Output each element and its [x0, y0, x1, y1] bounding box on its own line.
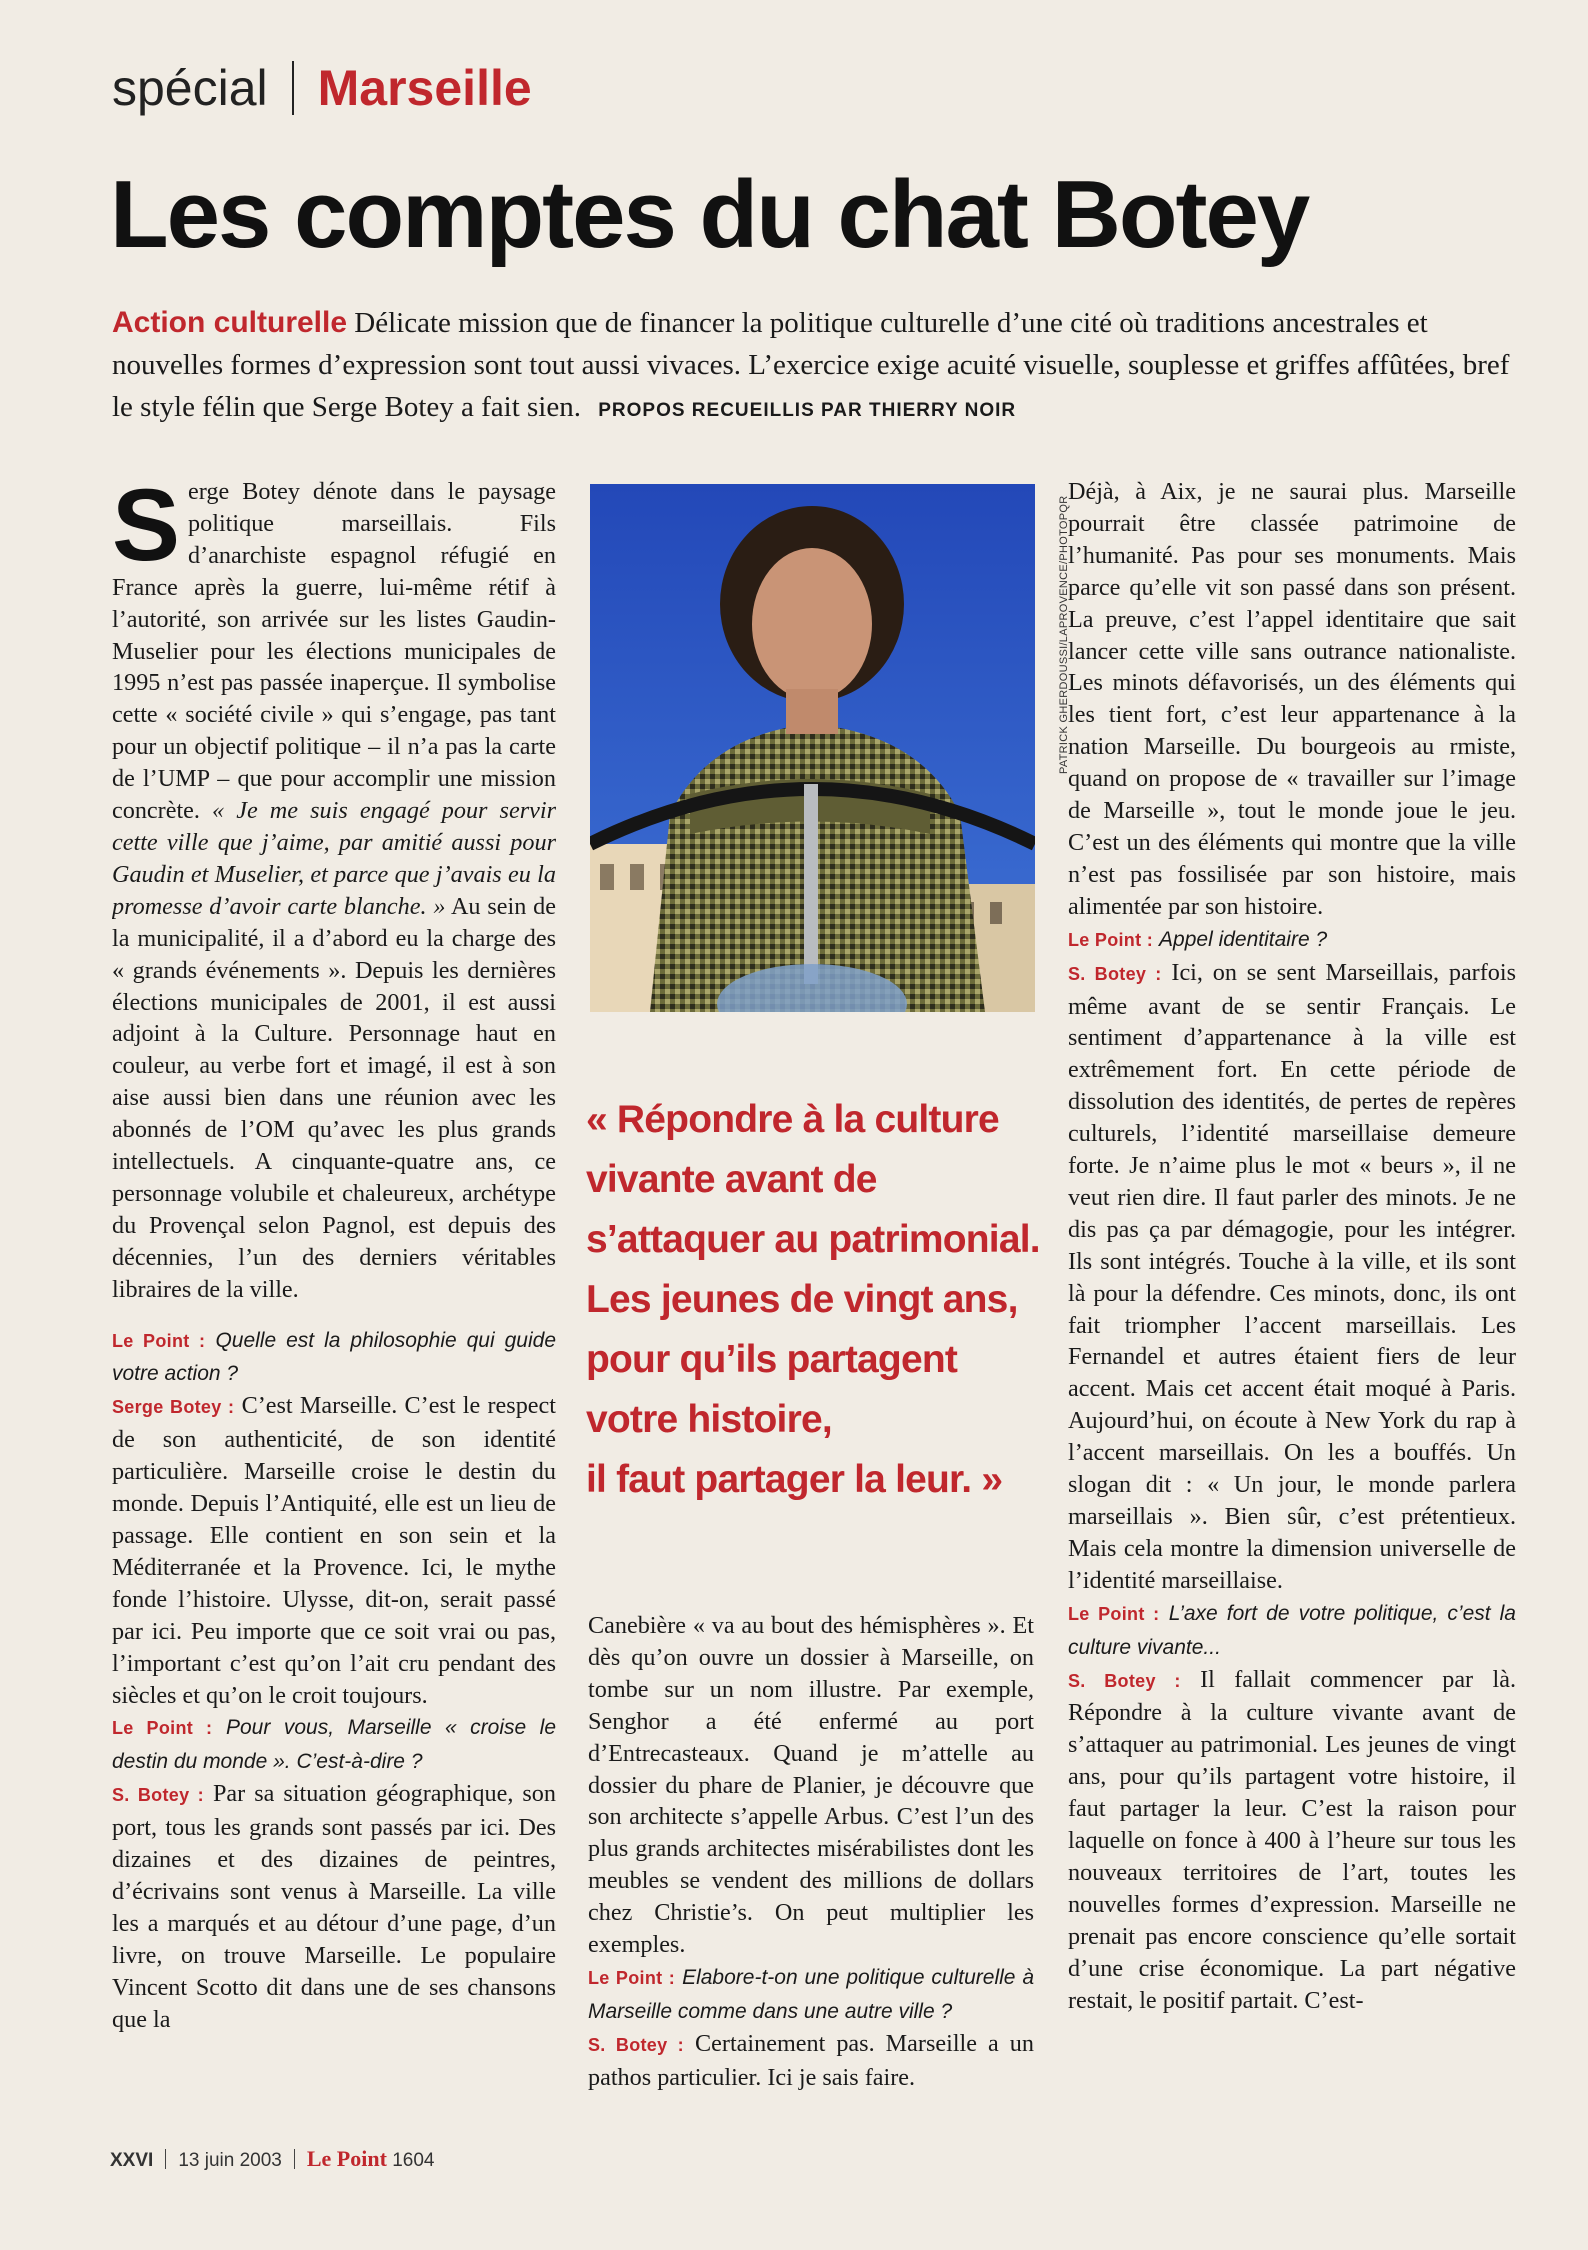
article-headline: Les comptes du chat Botey	[110, 161, 1309, 268]
pull-quote-line: s’attaquer au patrimonial.	[586, 1218, 1040, 1261]
footer-divider	[294, 2149, 295, 2169]
pull-quote-line: « Répondre à la culture	[586, 1098, 999, 1141]
speaker-le-point: Le Point :	[588, 1967, 676, 1988]
standfirst-kicker: Action culturelle	[112, 306, 348, 339]
speaker-botey: S. Botey :	[588, 2034, 684, 2055]
answer-4	[1068, 957, 1516, 1597]
question-4	[1068, 923, 1516, 957]
standfirst-text: Délicate mission que de financer la politique culturelle d’une cité où traditions ancestrales et nouvelles formes d’expression sont tout aussi vivaces. L’exercice exige acuité visuelle, souplesse et griffes affûtées, bref le style félin que Serge Botey a fait sien.	[112, 307, 1510, 423]
rubric-divider	[292, 61, 294, 115]
answer-2-continued: Canebière « va au bout des hémisphères ». Et dès qu’on ouvre un dossier à Marseille, on tombe sur un nom illustre. Par exemple, Senghor a été enfermé au port d’Entrecasteaux. Quand je m’attelle au dossier du phare de Planier, je découvre que son architecte s’appelle Arbus. C’est l’un des plus grands architectes misérabilistes dont les meubles se vendent des millions de dollars chez Christie’s. On peut multiplier les exemples.	[588, 1612, 1034, 1959]
pull-quote-line: pour qu’ils partagent	[586, 1338, 958, 1381]
question-text: Quelle est la philosophie qui guide votre action ?	[112, 1328, 556, 1386]
speaker-le-point: Le Point :	[112, 1718, 213, 1739]
question-text: Elabore-t-on une politique culturelle à Marseille comme dans une autre ville ?	[588, 1965, 1034, 2023]
footer-divider	[165, 2149, 166, 2169]
drop-cap: S	[112, 476, 181, 582]
answer-text: Il fallait commencer par là. Répondre à la culture vivante avant de s’attaquer au patrimonial. Les jeunes de vingt ans, pour qu’ils partagent votre histoire, il faut partager la leur. C’est la raison pour laquelle on fonce à 400 à l’heure sur tous les nouveaux territoires de l’art, toutes les nouvelles formes d’expression. Marseille ne prenait pas encore conscience qu’elle sortait d’une crise économique. La part négative restait, le positif partait. C’est-	[1068, 1665, 1516, 2014]
pull-quote-line: Les jeunes de vingt ans,	[586, 1278, 1018, 1321]
question-text: L’axe fort de votre politique, c’est la culture vivante...	[1068, 1601, 1516, 1659]
rubric-special: spécial	[112, 60, 268, 116]
question-3	[588, 1961, 1034, 2028]
issue-number: 1604	[392, 2150, 435, 2171]
pull-quote	[586, 1090, 1056, 1510]
intro-paragraph	[112, 476, 556, 1306]
page-folio: XXVI	[110, 2150, 154, 2171]
standfirst	[112, 302, 1522, 432]
question-text: Appel identitaire ?	[1159, 927, 1328, 951]
speaker-le-point: Le Point :	[112, 1330, 206, 1351]
answer-text: Ici, on se sent Marseillais, parfois même avant de se sentir Français. Le sentiment d’appartenance à la ville est extrêmement fort. En cette période de dissolution des identités, de pertes de repères culturels, l’identité marseillaise demeure forte. Je n’aime plus le mot « beurs », il ne veut rien dire. Il faut parler des minots. Je ne dis pas ça par démagogie, pour les intégrer. Ils sont intégrés. Touche à la ville, et ils sont là pour la défendre. Ces minots, donc, ils ont fait triompher l’accent marseillais. Les Fernandel et autres étaient fiers de leur accent. Mais cet accent était moqué à Paris. Aujourd’hui, on écoute à New York du rap à l’accent marseillais. On les a bouffés. Un slogan dit : « Un jour, le monde parlera marseillais ». Bien sûr, c’est prétentieux. Mais cela montre la dimension universelle de l’identité marseillaise.	[1068, 958, 1516, 1594]
speaker-le-point: Le Point :	[1068, 1603, 1160, 1624]
column-1	[112, 476, 556, 2108]
intro-text: erge Botey dénote dans le paysage politique marseillais. Fils d’anarchiste espagnol réfugié en France après la guerre, lui-même rétif à l’autorité, son arrivée sur les listes Gaudin-Muselier pour les élections municipales de 1995 n’est pas passée inaperçue. Il symbolise cette « société civile » qui s’engage, pas tant pour un objectif politique – il n’a pas la carte de l’UMP – que pour accomplir une mission concrète.	[112, 478, 556, 825]
photo-credit	[1046, 484, 1070, 774]
question-text: Pour vous, Marseille « croise le destin du monde ». C’est-à-dire ?	[112, 1716, 556, 1774]
answer-5	[1068, 1664, 1516, 2017]
portrait-illustration	[590, 484, 1035, 1012]
answer-1	[112, 1390, 556, 1711]
question-2	[112, 1711, 556, 1778]
speaker-le-point: Le Point :	[1068, 929, 1153, 950]
answer-2	[112, 1778, 556, 2035]
issue-date: 13 juin 2003	[178, 2150, 282, 2171]
section-rubric	[112, 58, 532, 118]
answer-3-continued: Déjà, à Aix, je ne saurai plus. Marseille pourrait être classée patrimoine de l’humanité. Pas pour ses monuments. Mais parce qu’elle vit son passé dans son présent. La preuve, c’est l’appel identitaire que sait lancer cette ville sans outrance nationaliste. Les minots défavorisés, un des éléments qui les tient fort, c’est leur appartenance à la nation Marseille. Du bourgeois au rmiste, quand on propose de « travailler sur l’image de Marseille », tout le monde joue le jeu. C’est un des éléments qui montre que la ville n’est pas fossilisée par son histoire, mais alimentée par son histoire.	[1068, 478, 1516, 920]
speaker-botey: Serge Botey :	[112, 1397, 235, 1418]
column-2	[588, 1610, 1034, 2108]
intro-quote: « Je me suis engagé pour servir cette ville que j’aime, par amitié aussi pour Gaudin et Muselier, et parce que j’avais eu la promesse d’avoir carte blanche. »	[112, 797, 556, 920]
byline: PROPOS RECUEILLIS PAR THIERRY NOIR	[598, 400, 1017, 421]
pull-quote-line: vivante avant de	[586, 1158, 877, 1201]
intro-text-2: Au sein de la municipalité, il a d’abord eu la charge des « grands événements ». Depuis les dernières élections municipales de 2001, il est aussi adjoint à la Culture. Personnage haut en couleur, au verbe fort et imagé, il est à son aise aussi bien dans une réunion avec les abonnés de l’OM qu’avec les plus grands intellectuels. A cinquante-quatre ans, ce personnage volubile et chaleureux, archétype du Provençal selon Pagnol, est depuis des décennies, l’un des derniers véritables libraires de la ville.	[112, 892, 556, 1303]
pull-quote-line: il faut partager la leur. »	[586, 1458, 1003, 1501]
page-footer	[110, 2146, 434, 2172]
portrait-photo	[590, 484, 1035, 1012]
answer-3	[588, 2028, 1034, 2094]
question-1	[112, 1324, 556, 1391]
speaker-botey: S. Botey :	[112, 1785, 204, 1806]
column-3	[1068, 476, 1516, 2108]
speaker-botey: S. Botey :	[1068, 963, 1162, 984]
rubric-city: Marseille	[317, 60, 532, 116]
answer-text: Certainement pas. Marseille a un pathos particulier. Ici je sais faire.	[588, 2029, 1034, 2091]
question-5	[1068, 1597, 1516, 1664]
magazine-name: Le Point	[306, 2146, 387, 2171]
answer-text: C’est Marseille. C’est le respect de son authenticité, de son identité particulière. Marseille croise le destin du monde. Depuis l’Antiquité, elle est un lieu de passage. Elle contient en son sein et la Méditerranée et la Provence. Ici, le mythe fonde l’histoire. Ulysse, dit-on, serait passé par ici. Peu importe que ce soit vrai ou pas, l’important c’est qu’on l’ait cru pendant des siècles et qu’on le croit toujours.	[112, 1392, 556, 1709]
pull-quote-line: votre histoire,	[586, 1398, 832, 1441]
photo-credit-text: PATRICK GHERDOUSSI/LAPROVENCE/PHOTOPQR	[1058, 495, 1070, 774]
speaker-botey: S. Botey :	[1068, 1670, 1181, 1691]
answer-text: Par sa situation géographique, son port, tous les grands sont passés par ici. Des dizaines et des dizaines de peintres, d’écrivains sont venus à Marseille. La ville les a marqués et au détour d’une page, d’un livre, on trouve Marseille. Le populaire Vincent Scotto dit dans une de ses chansons que la	[112, 1780, 556, 2033]
